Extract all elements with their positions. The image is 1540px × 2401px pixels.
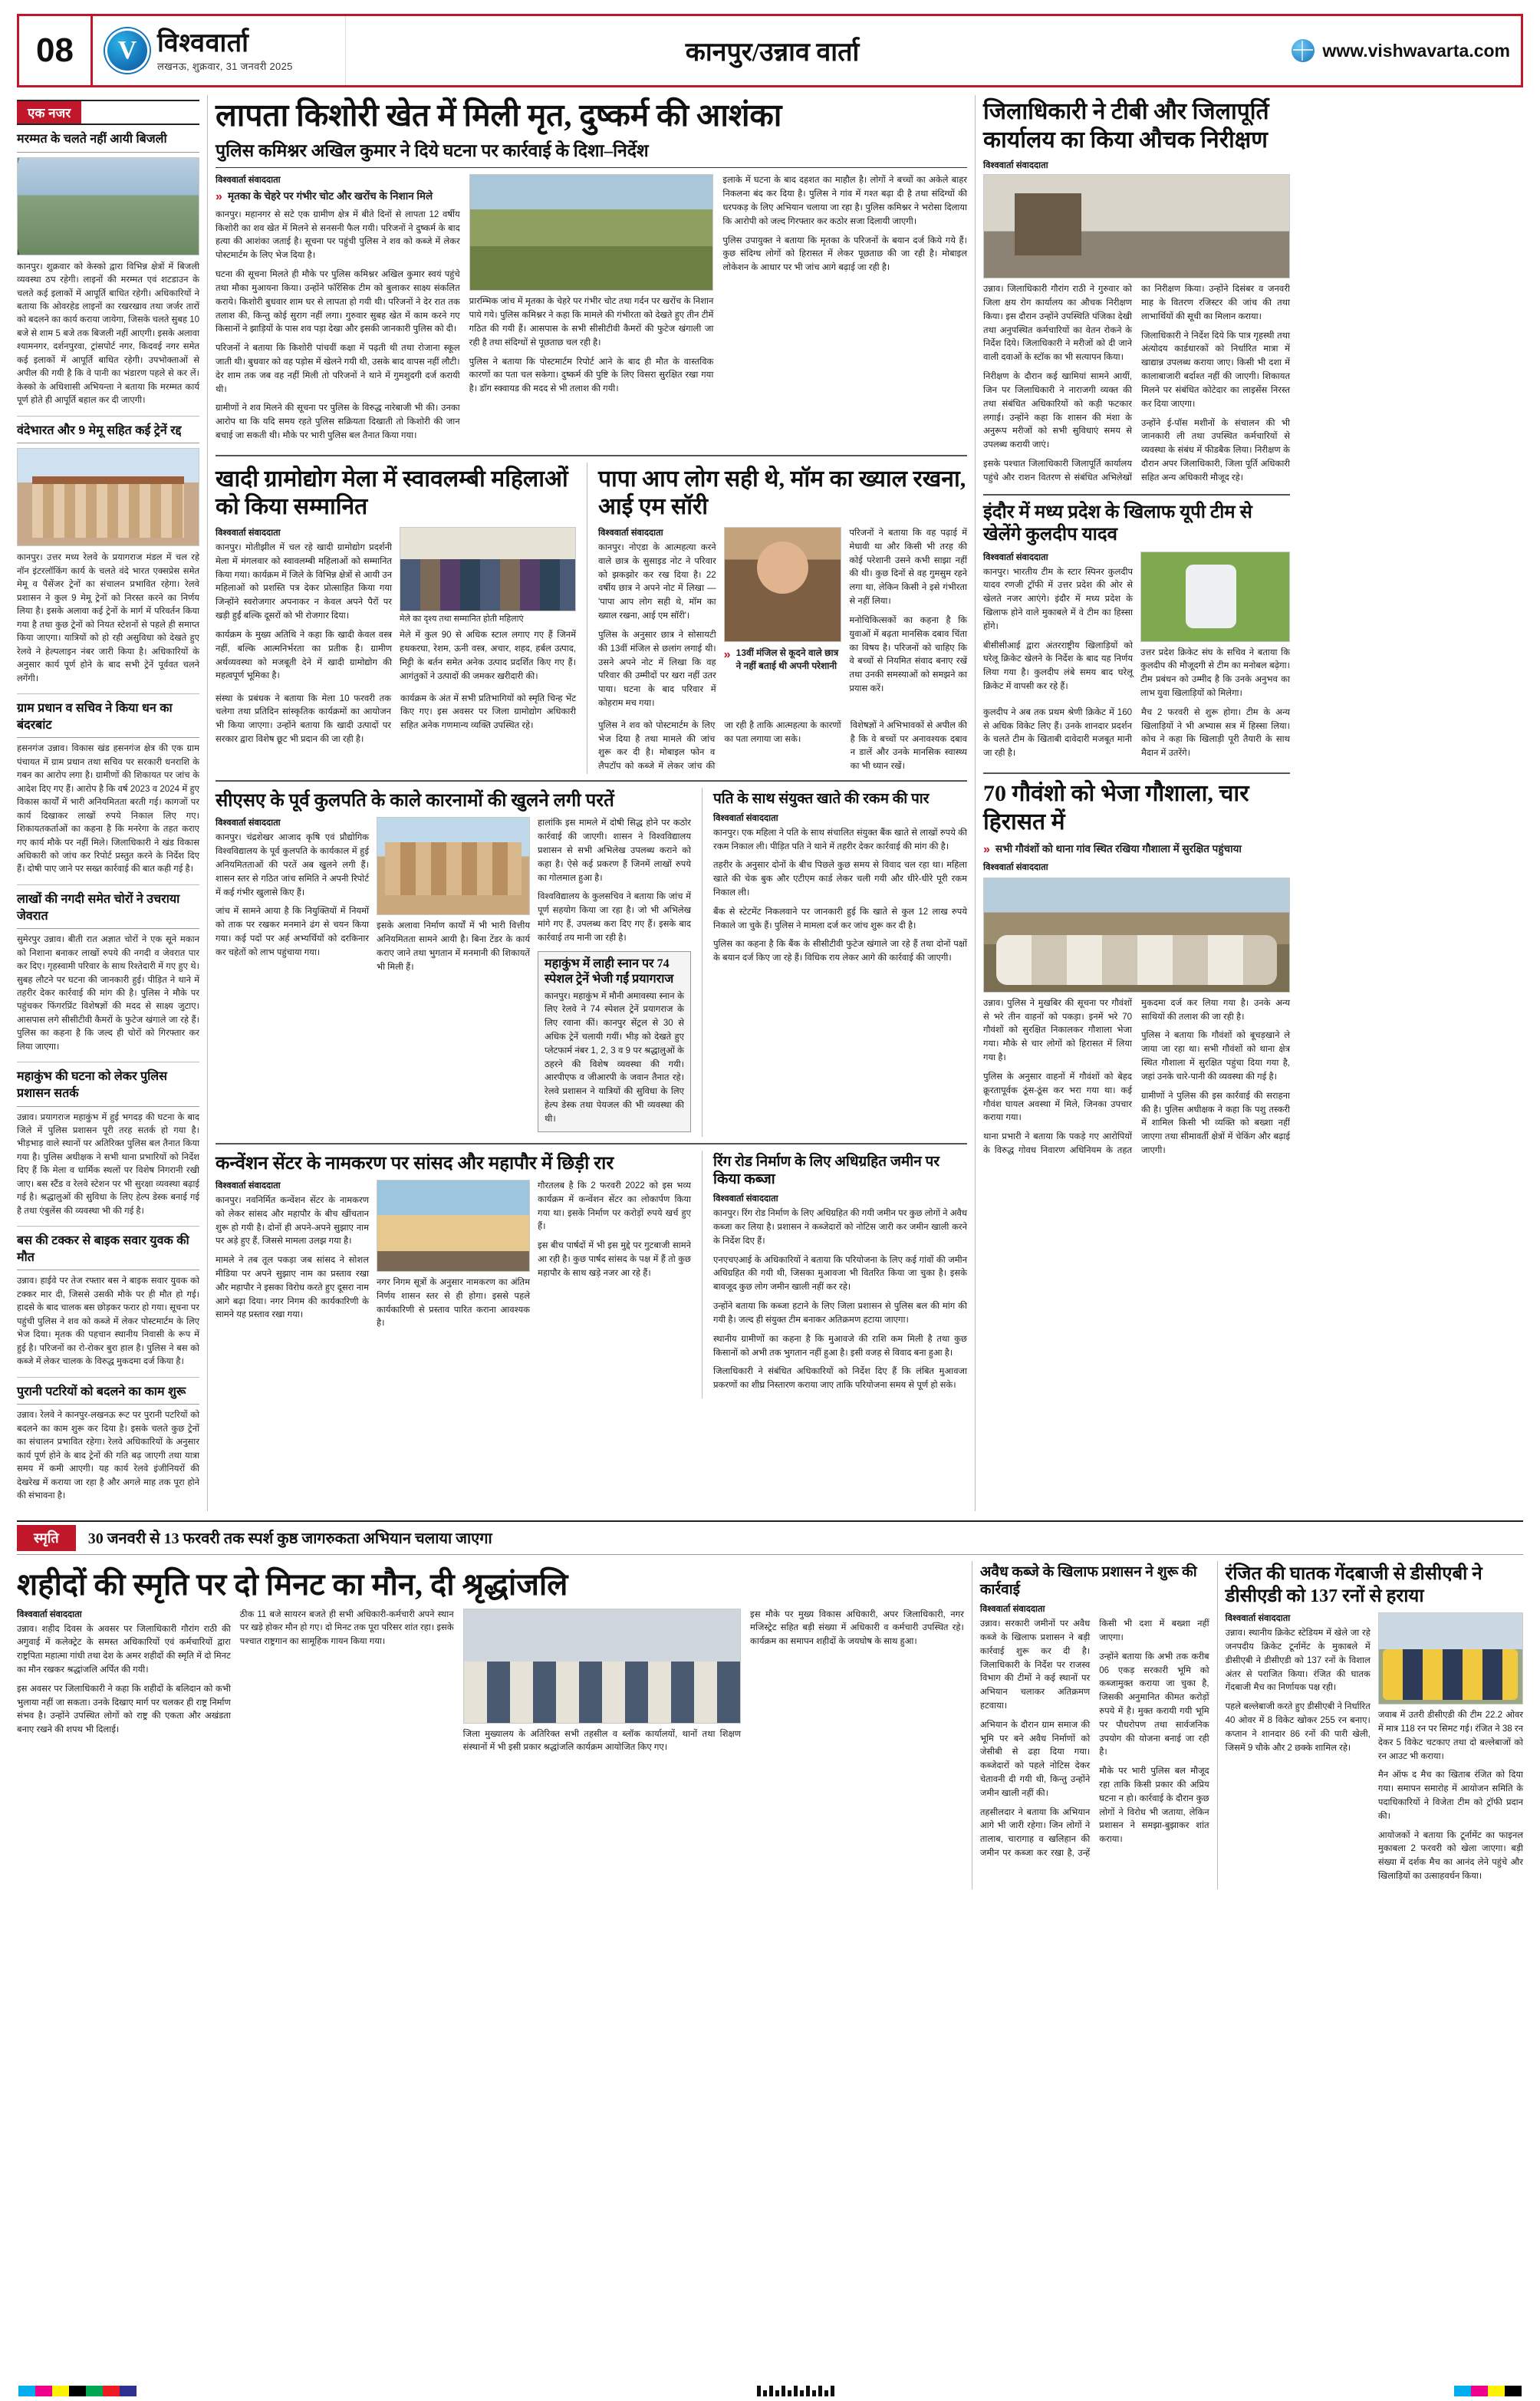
paragraph: कानपुर। नोएडा के आत्महत्या करने वाले छात्र के सुसाइड नोट ने परिवार को झकझोर कर रख दिया है। 22 वर्षीय छात्र ने अपने नोट में लिखा — 'पापा आप लोग सही थे, मॉम का ख्याल रखना, आई एम सॉरी'। bbox=[598, 543, 716, 621]
csa-university-photo bbox=[377, 817, 530, 915]
khadi-story bbox=[216, 463, 576, 774]
paragraph: जिला मुख्यालय के अतिरिक्त सभी तहसील व ब्लॉक कार्यालयों, थानों तथा शिक्षण संस्थानों में भी इसी प्रकार श्रद्धांजलि कार्यक्रम आयोजित किए गए। bbox=[462, 1729, 742, 1753]
paragraph: पुलिस ने बताया कि पोस्टमार्टम रिपोर्ट आने के बाद ही मौत के वास्तविक कारणों का पता चल सकेगा। दुष्कर्म की पुष्टि के लिए विसरा सुरक्षित रखा गया है। डॉग स्क्वायड की मदद से भी तलाश की गयी। bbox=[469, 357, 714, 394]
convention-body-c bbox=[538, 1180, 691, 1281]
paragraph: इस अवसर पर जिलाधिकारी ने कहा कि शहीदों के बलिदान को कभी भुलाया नहीं जा सकता। उनके दिखाए मार्ग पर चलकर ही राष्ट्र निर्माण संभव है। उन्होंने उपस्थित लोगों को राष्ट्र की एकता और अखंडता बनाए रखने की शपथ भी दिलाई। bbox=[17, 1684, 231, 1735]
one-look-tag: एक नजर bbox=[17, 101, 81, 124]
brief-item bbox=[17, 891, 199, 1054]
dm-inspection-headline: जिलाधिकारी ने टीबी और जिलापूर्ति कार्यालय का किया औचक निरीक्षण bbox=[983, 99, 1269, 153]
lead-body-col2 bbox=[469, 295, 714, 397]
brief-item bbox=[17, 1069, 199, 1218]
byline: विश्ववार्ता संवाददाता bbox=[598, 529, 663, 538]
edition-date: लखनऊ, शुक्रवार, 31 जनवरी 2025 bbox=[157, 60, 293, 72]
third-row bbox=[216, 788, 967, 1137]
indore-cricket-story bbox=[983, 502, 1290, 766]
print-registration-marks bbox=[0, 2384, 1540, 2398]
paragraph: जिलाधिकारी ने संबंधित अधिकारियों को निर्देश दिए हैं कि लंबित मुआवजा प्रकरणों का शीघ्र निस्तारण कराया जाए ताकि परियोजना समय से पूर्ण हो सके। bbox=[713, 1367, 967, 1391]
csa-body-a bbox=[216, 832, 369, 960]
ring-road-headline: रिंग रोड निर्माण के लिए अधिग्रहित जमीन पर किया कब्जा bbox=[713, 1153, 940, 1188]
paragraph: घटना की सूचना मिलते ही मौके पर पुलिस कमिश्नर अखिल कुमार स्वयं पहुंचे तथा मौका मुआयना किया। उन्होंने फॉरेंसिक टीम को बुलाकर साक्ष्य संकलित कराये। किशोरी बुधवार शाम घर से लापता हो गयी थी। परिजनों ने देर रात तक तलाश की, किन्तु कोई सुराग नहीं लगा। गुरुवार सुबह खेत में काम करने गए किसानों ने झाड़ियों के पास शव पड़ा देखा और इसकी जानकारी पुलिस को दी। bbox=[216, 270, 460, 334]
paragraph: कानपुर। रिंग रोड निर्माण के लिए अधिग्रहित की गयी जमीन पर कुछ लोगों ने अवैध कब्जा कर लिया है। प्रशासन ने कब्जेदारों को नोटिस जारी कर जमीन खाली करने के निर्देश दिए हैं। bbox=[713, 1209, 967, 1246]
brief-body: सुमेरपुर उन्नाव। बीती रात अज्ञात चोरों ने एक सूने मकान को निशाना बनाकर लाखों रुपये की नगदी व जेवरात पार कर दिए। गृहस्वामी परिवार के साथ रिश्तेदारी में गए हुए थे। सुबह लौटने पर घटना की जानकारी हुई। पीड़ित ने थाने में तहरीर देकर कार्रवाई की मांग की है। पुलिस ने मौके पर पहुंचकर फिंगरप्रिंट विशेषज्ञों की मदद से साक्ष्य जुटाए। आसपास लगे सीसीटीवी कैमरों के फुटेज खंगाले जा रहे हैं। पुलिस का कहना है कि जल्द ही चोरों को गिरफ्तार कर लिया जाएगा। bbox=[17, 935, 199, 1052]
paragraph: कानपुर। मोतीझील में चल रहे खादी ग्रामोद्योग प्रदर्शनी मेला में मंगलवार को स्वावलम्बी महिलाओं को सम्मानित किया गया। कार्यक्रम में जिले के विभिन्न क्षेत्रों से आयी उन महिलाओं को प्रशस्ति पत्र देकर प्रोत्साहित किया गया जिन्होंने स्वरोजगार अपनाकर न केवल अपने पैरों पर खड़ी हुईं बल्कि दूसरों को भी रोजगार दिया। bbox=[216, 543, 392, 621]
khadi-body-c bbox=[216, 693, 576, 747]
paragraph: हालांकि इस मामले में दोषी सिद्ध होने पर कठोर कार्रवाई की जाएगी। शासन ने विश्वविद्यालय प्रशासन से सभी अभिलेख उपलब्ध कराने को कहा है। ऐसे कई प्रकरण हैं जिनमें लाखों रुपये का गोलमाल हुआ है। bbox=[538, 818, 691, 883]
papa-headline: पापा आप लोग सही थे, मॉम का ख्याल रखना, आई एम सॉरी bbox=[598, 466, 966, 520]
brief-title: ग्राम प्रधान व सचिव ने किया धन का बंदरबांट bbox=[17, 700, 199, 738]
byline: विश्ववार्ता संवाददाता bbox=[983, 161, 1048, 171]
paragraph: तहसीलदार ने बताया कि अभियान आगे भी जारी रहेगा। जिन लोगों ने तालाब, चारागाह व खलिहान की जमीन पर कब्जा कर रखा है, उन्हें किसी भी दशा में बख्शा नहीं जाएगा। bbox=[979, 1619, 1209, 1859]
martyrs-story bbox=[17, 1561, 964, 1889]
cmyk-color-bar-right bbox=[1454, 2386, 1522, 2396]
paragraph: ठीक 11 बजे सायरन बजते ही सभी अधिकारी-कर्मचारी अपने स्थान पर खड़े होकर मौन हो गए। दो मिनट तक पूरा परिसर शांत रहा। इसके पश्चात राष्ट्रगान का सामूहिक गायन किया गया। bbox=[239, 1609, 454, 1647]
byline: विश्ववार्ता संवाददाता bbox=[216, 818, 281, 828]
paragraph: पुलिस ने बताया कि गौवंशों को बूचड़खाने ले जाया जा रहा था। सभी गौवंशों को थाना क्षेत्र स्थित गौशाला में सुरक्षित पहुंचा दिया गया है, जहां उनके चारे-पानी की व्यवस्था की गई है। bbox=[1141, 1031, 1290, 1082]
brief-body: हसनगंज उन्नाव। विकास खंड हसनगंज क्षेत्र की एक ग्राम पंचायत में ग्राम प्रधान तथा सचिव पर सरकारी धनराशि के गबन का आरोप लगा है। ग्रामीणों की शिकायत पर जांच के आदेश दिए गए हैं। आरोप है कि वर्ष 2023 व 2024 में हुए विकास कार्यों में भारी अनियमितता बरती गई। कागजों पर कार्य दिखाकर लाखों रुपये निकाल लिए गए। शिकायतकर्ताओं का कहना है कि मनरेगा के तहत कराए गए कार्य मौके पर नहीं मिले। जिलाधिकारी ने खंड विकास अधिकारी को जांच कर रिपोर्ट प्रस्तुत करने के निर्देश दिए हैं। दोषी पाए जाने पर सख्त कार्रवाई की बात कही गई है। bbox=[17, 744, 199, 874]
silence-ceremony-photo bbox=[463, 1609, 741, 1724]
railway-station-photo bbox=[17, 448, 199, 546]
convention-story bbox=[216, 1151, 691, 1398]
indore-cricket-body-c bbox=[983, 706, 1290, 766]
paragraph: गौरतलब है कि 2 फरवरी 2022 को इस भव्य कार्यक्रम में कन्वेंशन सेंटर का लोकार्पण किया गया था। इसके निर्माण पर करोड़ों रुपये खर्च हुए हैं। bbox=[538, 1181, 691, 1232]
paragraph: उन्नाव। स्थानीय क्रिकेट स्टेडियम में खेले जा रहे जनपदीय क्रिकेट टूर्नामेंट के मुकाबले में डीसीएबी ने डीसीएडी को 137 रनों के विशाल अंतर से पराजित किया। रंजित की घातक गेंदबाजी मैच का निर्णायक पक्ष रही। bbox=[1225, 1629, 1371, 1693]
website-url[interactable]: www.vishwavarta.com bbox=[1322, 40, 1510, 61]
paragraph: कुलदीप ने अब तक प्रथम श्रेणी क्रिकेट में 160 से अधिक विकेट लिए हैं। उनके शानदार प्रदर्शन के चलते टीम के खिताबी दावेदारी मजबूत मानी जा रही है। bbox=[983, 707, 1132, 759]
second-row bbox=[216, 463, 967, 774]
brief-title: मरम्मत के चलते नहीं आयी बिजली bbox=[17, 131, 199, 153]
gaushala-bullet: » सभी गौवंशों को थाना गांव स्थित रखिया गौशाला में सुरक्षित पहुंचाया bbox=[983, 842, 1290, 857]
papa-body-c bbox=[598, 720, 967, 774]
paragraph: उन्नाव। शहीद दिवस के अवसर पर जिलाधिकारी गौरांग राठी की अगुवाई में कलेक्ट्रेट के समस्त अधिकारियों एवं कर्मचारियों द्वारा राष्ट्रपिता महात्मा गांधी तथा देश के अमर शहीदों की स्मृति में दो मिनट का मौन रखकर श्रद्धांजलि अर्पित की गयी। bbox=[17, 1624, 231, 1675]
ring-road-body bbox=[713, 1207, 967, 1393]
paragraph: इसके अलावा निर्माण कार्यों में भी भारी वित्तीय अनियमितता सामने आयी है। बिना टेंडर के कार्य कराए जाने तथा भुगतान में मनमानी की शिकायतें भी मिली हैं। bbox=[377, 921, 530, 972]
paragraph: उन्नाव। पुलिस ने मुखबिर की सूचना पर गौवंशों से भरे तीन वाहनों को पकड़ा। इनमें भरे 70 गौवंशों को सुरक्षित निकालकर गौशाला भेजा गया। मौके से चार लोगों को हिरासत में लिया गया है। bbox=[983, 998, 1132, 1063]
paragraph: उन्होंने बताया कि अभी तक करीब 06 एकड़ सरकारी भूमि को कब्जामुक्त कराया जा चुका है, जिसकी अनुमानित कीमत करोड़ों रुपये में है। मुक्त करायी गयी भूमि पर पौधरोपण तथा सार्वजनिक उपयोग की योजना बनाई जा रही है। bbox=[1099, 1652, 1209, 1757]
paragraph: जिलाधिकारी ने निर्देश दिये कि पात्र गृहस्थी तथा अंत्योदय कार्डधारकों को निर्धारित मात्रा में खाद्यान्न उपलब्ध कराया जाए। किसी भी दशा में कालाबाजारी बर्दाश्त नहीं की जाएगी। शिकायत मिलने पर संबंधित कोटेदार का लाइसेंस निरस्त कर दिया जाएगा। bbox=[1141, 331, 1290, 409]
paragraph: जवाब में उतरी डीसीएडी की टीम 22.2 ओवर में मात्र 118 रन पर सिमट गई। रंजित ने 38 रन देकर 5 विकेट चटकाए तथा दो बल्लेबाजों को रन आउट भी कराया। bbox=[1377, 1711, 1524, 1761]
page-number: 08 bbox=[19, 16, 93, 85]
paragraph: अभियान के दौरान ग्राम समाज की भूमि पर बने अवैध निर्माणों को जेसीबी से ढहा दिया गया। कब्जेदारों को पहले नोटिस देकर चेतावनी दी गयी थी, किन्तु उन्होंने जमीन खाली नहीं की। bbox=[979, 1720, 1091, 1798]
paragraph: उन्होंने बताया कि कब्जा हटाने के लिए जिला प्रशासन से पुलिस बल की मांग की गयी है। जल्द ही संयुक्त टीम बनाकर अतिक्रमण हटाया जाएगा। bbox=[713, 1302, 967, 1325]
paragraph: परिजनों ने बताया कि किशोरी पांचवीं कक्षा में पढ़ती थी तथा रोजाना स्कूल जाती थी। बुधवार को वह पड़ोस में खेलने गयी थी, उसके बाद वापस नहीं लौटी। देर शाम तक जब वह नहीं मिली तो परिजनों ने थाने में गुमशुदगी दर्ज करायी थी। bbox=[216, 344, 460, 394]
byline: विश्ववार्ता संवाददाता bbox=[983, 862, 1048, 872]
leprosy-body bbox=[980, 1618, 1209, 1861]
indore-cricket-headline: इंदौर में मध्य प्रदेश के खिलाफ यूपी टीम से खेलेंगे कुलदीप यादव bbox=[983, 502, 1252, 545]
brief-item bbox=[17, 131, 199, 408]
paragraph: प्रारम्भिक जांच में मृतका के चेहरे पर गंभीर चोट तथा गर्दन पर खरोंच के निशान पाये गये। पुलिस कमिश्नर ने कहा कि मामले की गंभीरता को देखते हुए तीन टीमें गठित की गयी हैं। आसपास के सभी सीसीटीवी कैमरों की फुटेज खंगाली जा रही है तथा संदिग्धों से पूछताछ चल रही है। bbox=[469, 297, 714, 347]
paragraph: कार्यक्रम के अंत में सभी प्रतिभागियों को स्मृति चिन्ह भेंट किए गए। इस अवसर पर जिला ग्रामोद्योग अधिकारी सहित अनेक गणमान्य व्यक्ति उपस्थित रहे। bbox=[400, 693, 576, 731]
khadi-body-b bbox=[400, 629, 576, 683]
photo-caption: मेले का दृश्य तथा सम्मानित होती महिलाएं bbox=[400, 614, 524, 624]
cricketer-bowling-photo bbox=[1140, 552, 1290, 642]
paragraph: कार्यक्रम के मुख्य अतिथि ने कहा कि खादी केवल वस्त्र नहीं, बल्कि आत्मनिर्भरता का प्रतीक है। ग्रामीण अर्थव्यवस्था को मजबूती देने में खादी ग्रामोद्योग की महत्वपूर्ण भूमिका है। bbox=[216, 630, 392, 681]
top-band bbox=[17, 95, 1523, 1511]
csa-story bbox=[216, 788, 691, 1137]
gaushala-story bbox=[983, 780, 1290, 1161]
publication-logo bbox=[93, 16, 346, 85]
paragraph: नगर निगम सूत्रों के अनुसार नामकरण का अंतिम निर्णय शासन स्तर से ही होगा। इससे पहले कार्यकारिणी से प्रस्ताव पारित कराना आवश्यक है। bbox=[377, 1277, 530, 1329]
paragraph: उन्होंने ई-पॉस मशीनों के संचालन की भी जानकारी ली तथा उपस्थित कर्मचारियों से व्यवस्था के संबंध में फीडबैक लिया। निरीक्षण के दौरान अपर जिलाधिकारी, जिला पूर्ति अधिकारी सहित अन्य अधिकारी मौजूद रहे। bbox=[1141, 418, 1290, 483]
mahakumbh-box-body: कानपुर। महाकुंभ में मौनी अमावस्या स्नान के लिए रेलवे ने 74 स्पेशल ट्रेनें प्रयागराज के लिए रवाना कीं। कानपुर सेंट्रल से 30 से अधिक ट्रेनें चलायी गयीं। भीड़ को देखते हुए प्लेटफार्म नंबर 1, 2, 3 व 9 पर श्रद्धालुओं के ठहरने की विशेष व्यवस्था की गयी। आरपीएफ व जीआरपी के जवान तैनात रहे। रेलवे प्रशासन ने यात्रियों की सुविधा के लिए हेल्प डेस्क तथा पेयजल की भी व्यवस्था की थी। bbox=[545, 991, 684, 1124]
ring-road-story bbox=[713, 1151, 967, 1398]
fourth-row bbox=[216, 1151, 967, 1398]
paragraph: पुलिस उपायुक्त ने बताया कि मृतका के परिजनों के बयान दर्ज किये गये हैं। कुछ संदिग्ध लोगों को हिरासत में लेकर पूछताछ की जा रही है। मोबाइल लोकेशन के आधार पर भी जांच आगे बढ़ाई जा रही है। bbox=[722, 235, 968, 273]
byline: विश्ववार्ता संवाददाता bbox=[983, 552, 1048, 562]
paragraph: इस बीच पार्षदों में भी इस मुद्दे पर गुटबाजी सामने आ रही है। कुछ पार्षद सांसद के पक्ष में हैं तो कुछ महापौर के साथ खड़े नजर आ रहे हैं। bbox=[538, 1241, 691, 1278]
bottom-band bbox=[17, 1561, 1523, 1889]
local-cricket-team-photo bbox=[1378, 1612, 1523, 1704]
joint-account-body bbox=[713, 827, 967, 966]
paragraph: पुलिस ने शव को पोस्टमार्टम के लिए भेज दिया है तथा मामले की जांच शुरू कर दी है। मोबाइल फोन व लैपटॉप को कब्जे में लेकर जांच की जा रही है ताकि आत्महत्या के कारणों का पता लगाया जा सके। bbox=[598, 720, 841, 772]
paragraph: पहले बल्लेबाजी करते हुए डीसीएबी ने निर्धारित 40 ओवर में 8 विकेट खोकर 255 रन बनाए। कप्तान ने शानदार 86 रनों की पारी खेली, जिसमें 9 चौके और 2 छक्के शामिल रहे। bbox=[1225, 1702, 1371, 1753]
paragraph: उत्तर प्रदेश क्रिकेट संघ के सचिव ने बताया कि कुलदीप की मौजूदगी से टीम का मनोबल बढ़ेगा। टीम प्रबंधन को उम्मीद है कि उनके अनुभव का लाभ युवा खिलाड़ियों को मिलेगा। bbox=[1140, 647, 1290, 699]
convention-body-a bbox=[216, 1194, 369, 1322]
csa-body-b bbox=[377, 920, 530, 974]
martyrs-body-b bbox=[240, 1609, 454, 1649]
brief-item bbox=[17, 423, 199, 686]
brief-body: उन्नाव। प्रयागराज महाकुंभ में हुई भगदड़ की घटना के बाद जिले में पुलिस प्रशासन पूरी तरह सतर्क हो गया है। भीड़भाड़ वाले स्थानों पर अतिरिक्त पुलिस बल तैनात किया गया है। पुलिस अधीक्षक ने सभी थाना प्रभारियों को निर्देश दिए हैं कि मेला व धार्मिक स्थलों पर विशेष निगरानी रखी जाए। बस स्टैंड व रेलवे स्टेशन पर भी सुरक्षा व्यवस्था बढ़ाई गई है। श्रद्धालुओं की सुविधा के लिए हेल्प डेस्क बनाई गई है तथा एंबुलेंस की व्यवस्था भी की गई है। bbox=[17, 1112, 199, 1216]
martyrs-headline: शहीदों की स्मृति पर दो मिनट का मौन, दी श्रृद्धांजलि bbox=[17, 1566, 568, 1602]
paragraph: विशेषज्ञों ने अभिभावकों से अपील की है कि वे बच्चों पर अनावश्यक दबाव न डालें और उनके मानसिक स्वास्थ्य का भी ध्यान रखें। bbox=[850, 720, 967, 772]
paragraph: संस्था के प्रबंधक ने बताया कि मेला 10 फरवरी तक चलेगा तथा प्रतिदिन सांस्कृतिक कार्यक्रमों का आयोजन भी किया जाएगा। उन्होंने बताया कि खादी उत्पादों पर सरकार द्वारा विशेष छूट भी प्रदान की जा रही है। bbox=[216, 693, 391, 745]
vishwavarta-logo-icon bbox=[105, 28, 150, 73]
paragraph: मेले में कुल 90 से अधिक स्टाल लगाए गए हैं जिनमें हथकरघा, रेशम, ऊनी वस्त्र, अचार, शहद, हर्बल उत्पाद, मिट्टी के बर्तन समेत अनेक उत्पाद प्रदर्शित किए गए हैं। आगंतुकों ने उत्पादों की जमकर खरीदारी की। bbox=[400, 631, 576, 681]
ranjit-cricket-headline: रंजित की घातक गेंदबाजी से डीसीएबी ने डीसीएडी को 137 रनों से हराया bbox=[1225, 1563, 1482, 1606]
paragraph: जांच में सामने आया है कि नियुक्तियों में नियमों को ताक पर रखकर मनमाने ढंग से चयन किया गया। कई पदों पर अर्ह अभ्यर्थियों को दरकिनार कर चहेतों को लाभ पहुंचाया गया। bbox=[216, 907, 369, 957]
byline: विश्ववार्ता संवाददाता bbox=[713, 1194, 778, 1204]
paragraph: कानपुर। भारतीय टीम के स्टार स्पिनर कुलदीप यादव रणजी ट्रॉफी में उत्तर प्रदेश की ओर से खेलते नजर आएंगे। इंदौर में मध्य प्रदेश के खिलाफ होने वाले मुकाबले में वे टीम का हिस्सा होंगे। bbox=[983, 567, 1133, 631]
ranjit-body-b bbox=[1378, 1709, 1523, 1884]
paragraph: ग्रामीणों ने पुलिस की इस कार्रवाई की सराहना की है। पुलिस अधीक्षक ने कहा कि पशु तस्करी में शामिल किसी भी व्यक्ति को बख्शा नहीं जाएगा तथा सीमावर्ती क्षेत्रों में चेकिंग और बढ़ाई जाएगी। bbox=[1141, 1091, 1290, 1155]
paragraph: उन्नाव। जिलाधिकारी गौरांग राठी ने गुरुवार को जिला क्षय रोग कार्यालय का औचक निरीक्षण किया। इस दौरान उन्होंने उपस्थिति पंजिका देखी तथा अनुपस्थित कर्मचारियों का वेतन रोकने के निर्देश दिये। जिलाधिकारी ने मरीजों को दी जाने वाली दवाओं के स्टॉक का भी सत्यापन किया। bbox=[983, 285, 1132, 363]
lead-body-col3 bbox=[722, 174, 967, 275]
paragraph: मैन ऑफ द मैच का खिताब रंजित को दिया गया। समापन समारोह में आयोजन समिति के पदाधिकारियों ने विजेता टीम को ट्रॉफी प्रदान की। bbox=[1377, 1770, 1524, 1821]
paragraph: कानपुर। एक महिला ने पति के साथ संचालित संयुक्त बैंक खाते से लाखों रुपये की रकम निकाल ली। पीड़ित पति ने थाने में तहरीर देकर कार्रवाई की मांग की है। bbox=[713, 828, 967, 851]
joint-account-story bbox=[713, 788, 967, 1137]
joint-account-headline: पति के साथ संयुक्त खाते की रकम की पार bbox=[713, 791, 930, 808]
brief-item bbox=[17, 1384, 199, 1504]
paragraph: मामले ने तब तूल पकड़ा जब सांसद ने सोशल मीडिया पर अपने सुझाए नाम का प्रस्ताव रखा और महापौर ने इसका विरोध करते हुए दूसरा नाम आगे बढ़ा दिया। नगर निगम की कार्यकारिणी के सामने यह प्रस्ताव रखा गया। bbox=[216, 1256, 369, 1320]
papa-story bbox=[598, 463, 967, 774]
gaushala-headline: 70 गौवंशो को भेजा गौशाला, चार हिरासत में bbox=[983, 781, 1249, 835]
registration-bars bbox=[757, 2386, 834, 2396]
leprosy-kicker: अवैध कब्जे के खिलाफ प्रशासन ने शुरू की कार्रवाई bbox=[979, 1563, 1197, 1599]
dm-inspection-story bbox=[983, 98, 1290, 488]
paragraph: निरीक्षण के दौरान कई खामियां सामने आयीं, जिन पर जिलाधिकारी ने नाराजगी व्यक्त की तथा संबंधित अधिकारियों को कड़ी फटकार लगाई। उन्होंने कहा कि शासन की मंशा के अनुरूप मरीजों को सभी सुविधाएं समय से उपलब्ध करायी जाएं। bbox=[983, 372, 1132, 450]
brief-item bbox=[17, 700, 199, 877]
lead-bullet: » मृतका के चेहरे पर गंभीर चोट और खरोंच के निशान मिले bbox=[216, 189, 460, 204]
paragraph: आयोजकों ने बताया कि टूर्नामेंट का फाइनल मुकाबला 2 फरवरी को खेला जाएगा। बड़ी संख्या में दर्शक मैच का आनंद लेने पहुंचे और खिलाड़ियों का उत्साहवर्धन किया। bbox=[1377, 1830, 1524, 1882]
smriti-strip bbox=[17, 1520, 1523, 1555]
paragraph: इस मौके पर मुख्य विकास अधिकारी, अपर जिलाधिकारी, नगर मजिस्ट्रेट सहित बड़ी संख्या में अधिकारी व कर्मचारी उपस्थित रहे। कार्यक्रम का समापन शहीदों के जयघोष के साथ हुआ। bbox=[750, 1609, 964, 1647]
byline: विश्ववार्ता संवाददाता bbox=[216, 529, 281, 538]
paragraph: परिजनों ने बताया कि वह पढ़ाई में मेधावी था और किसी भी तरह की कोई परेशानी उसने कभी साझा नहीं की थी। कुछ दिनों से वह गुमसुम रहने लगा था, लेकिन किसी ने इसे गंभीरता से नहीं लिया। bbox=[849, 529, 968, 607]
lead-story bbox=[216, 97, 967, 449]
gaushala-body bbox=[983, 997, 1290, 1161]
paragraph: इसके पश्चात जिलाधिकारी जिलापूर्ति कार्यालय पहुंचे और राशन वितरण से संबंधित अभिलेखों का निरीक्षण किया। उन्होंने दिसंबर व जनवरी माह के वितरण रजिस्टर की जांच की तथा लाभार्थियों की सूची का मिलान कराया। bbox=[983, 285, 1290, 483]
byline: विश्ववार्ता संवाददाता bbox=[979, 1605, 1045, 1615]
paragraph: उन्नाव। सरकारी जमीनों पर अवैध कब्जे के खिलाफ प्रशासन ने बड़ी कार्रवाई शुरू कर दी है। जिलाधिकारी के निर्देश पर राजस्व विभाग की टीमों ने कई स्थानों पर अभियान चलाकर अतिक्रमण हटवाया। bbox=[979, 1619, 1091, 1711]
brief-body: कानपुर। उत्तर मध्य रेलवे के प्रयागराज मंडल में चल रहे नॉन इंटरलॉकिंग कार्य के चलते वंदे भारत एक्सप्रेस समेत मेमू व पैसेंजर ट्रेनों का संचालन प्रभावित रहेगा। रेलवे प्रशासन ने कुल 9 मेमू ट्रेनों को निरस्त करने का निर्णय लिया है। इसके अलावा कई ट्रेनों के मार्ग में परिवर्तन किया गया है तथा कुछ ट्रेनों को नियत स्टेशनों से पहले ही समाप्त किया जाएगा। यात्रियों को हो रही असुविधा को देखते हुए रेलवे ने हेल्पलाइन नंबर जारी किया है। अधिकारियों के अनुसार कार्य पूर्ण होने के बाद सभी ट्रेनें पूर्ववत चलने लगेंगी। bbox=[17, 553, 199, 683]
lead-subheadline: पुलिस कमिश्नर अखिल कुमार ने दिये घटना पर कार्रवाई के दिशा–निर्देश bbox=[216, 140, 967, 168]
mahakumbh-box bbox=[538, 951, 691, 1132]
brief-title: महाकुंभ की घटना को लेकर पुलिस प्रशासन सतर्क bbox=[17, 1069, 199, 1106]
ranjit-cricket-story bbox=[1226, 1561, 1523, 1889]
byline: विश्ववार्ता संवाददाता bbox=[713, 813, 778, 823]
paragraph: कानपुर। महानगर से सटे एक ग्रामीण क्षेत्र में बीते दिनों से लापता 12 वर्षीय किशोरी का शव खेत में मिलने से सनसनी फैल गयी। परिजनों ने दुष्कर्म के बाद हत्या की आशंका जताई है। सूचना पर पहुंची पुलिस ने शव को कब्जे में लेकर पोस्टमार्टम के लिए भेज दिया है। bbox=[216, 209, 460, 261]
paragraph: कानपुर। नवनिर्मित कन्वेंशन सेंटर के नामकरण को लेकर सांसद और महापौर के बीच खींचतान शुरू हो गयी है। दोनों ही अपने-अपने सुझाए नाम पर अड़े हुए हैं, जिससे मामला उलझ गया है। bbox=[216, 1195, 369, 1247]
globe-icon bbox=[1292, 39, 1315, 62]
byline: विश्ववार्ता संवाददाता bbox=[1225, 1614, 1291, 1624]
leprosy-story bbox=[980, 1561, 1209, 1889]
convention-center-photo bbox=[377, 1180, 530, 1272]
brief-item bbox=[17, 1233, 199, 1368]
byline: विश्ववार्ता संवाददाता bbox=[216, 176, 281, 186]
one-look-header bbox=[17, 100, 199, 125]
crime-scene-photo bbox=[469, 174, 714, 291]
lead-body-col1 bbox=[216, 209, 460, 443]
cattle-rescue-photo bbox=[983, 878, 1290, 993]
ranjit-body-a bbox=[1226, 1627, 1371, 1755]
paragraph: विश्वविद्यालय के कुलसचिव ने बताया कि जांच में पूर्ण सहयोग किया जा रहा है। जो भी अभिलेख मांगे गए हैं, उपलब्ध करा दिए गए हैं। इसके बाद कार्रवाई तय मानी जा रही है। bbox=[538, 892, 691, 943]
paragraph: बीसीसीआई द्वारा अंतरराष्ट्रीय खिलाड़ियों को घरेलू क्रिकेट खेलने के निर्देश के बाद यह निर्णय लिया गया है। कुलदीप लंबे समय बाद घरेलू क्रिकेट में वापसी कर रहे हैं। bbox=[983, 641, 1133, 692]
student-portrait-photo bbox=[724, 527, 842, 642]
publication-title: विश्ववार्ता bbox=[157, 29, 249, 58]
paragraph: पुलिस के अनुसार छात्र ने सोसायटी की 13वीं मंजिल से छलांग लगाई थी। उसने अपने नोट में लिखा कि वह परिवार की उम्मीदों पर खरा नहीं उतर पाया। घटना के बाद परिवार में कोहराम मच गया। bbox=[598, 630, 716, 708]
khadi-body-a bbox=[216, 542, 392, 683]
paragraph: मनोचिकित्सकों का कहना है कि युवाओं में बढ़ता मानसिक दबाव चिंता का विषय है। परिजनों को चाहिए कि वे बच्चों से नियमित संवाद बनाए रखें तथा उनकी समस्याओं को समझने का प्रयास करें। bbox=[849, 615, 968, 693]
paragraph: पुलिस का कहना है कि बैंक के सीसीटीवी फुटेज खंगाले जा रहे हैं तथा दोनों पक्षों के बयान दर्ज किए जा रहे हैं। विधिक राय लेकर आगे की कार्रवाई की जाएगी। bbox=[713, 940, 967, 963]
paragraph: मैच 2 फरवरी से शुरू होगा। टीम के अन्य खिलाड़ियों ने भी अभ्यास सत्र में हिस्सा लिया। कोच ने कहा कि खिलाड़ी पूरी तैयारी के साथ मैदान में उतरेंगे। bbox=[1141, 707, 1290, 759]
martyrs-body-a bbox=[17, 1623, 231, 1738]
papa-body-a bbox=[598, 542, 716, 711]
khadi-felicitation-photo bbox=[400, 527, 576, 611]
byline: विश्ववार्ता संवाददाता bbox=[216, 1181, 281, 1191]
paragraph: एनएचएआई के अधिकारियों ने बताया कि परियोजना के लिए कई गांवों की जमीन अधिग्रहित की गयी थी, जिसका मुआवजा भी वितरित किया जा चुका है। इसके बावजूद कुछ लोग जमीन खाली नहीं कर रहे। bbox=[713, 1255, 967, 1293]
martyrs-body-d bbox=[750, 1609, 964, 1649]
papa-bullet: » 13वीं मंजिल से कूदने वाले छात्र ने नहीं बताई थी अपनी परेशानी bbox=[724, 647, 842, 674]
khadi-headline: खादी ग्रामोद्योग मेला में स्वावलम्बी महिलाओं को किया सम्मानित bbox=[216, 466, 568, 520]
right-column bbox=[983, 95, 1290, 1511]
brief-title: लाखों की नगदी समेत चोरों ने उचराया जेवरात bbox=[17, 891, 199, 929]
brief-title: बस की टक्कर से बाइक सवार युवक की मौत bbox=[17, 1233, 199, 1270]
martyrs-body-c bbox=[463, 1728, 741, 1756]
paragraph: ग्रामीणों ने शव मिलने की सूचना पर पुलिस के विरुद्ध नारेबाजी भी की। उनका आरोप था कि यदि समय रहते पुलिस सक्रियता दिखाती तो किशोरी की जान बचाई जा सकती थी। मौके पर भारी पुलिस बल तैनात किया गया। bbox=[216, 403, 460, 441]
main-column bbox=[216, 95, 967, 1511]
paragraph: पुलिस के अनुसार वाहनों में गौवंशों को बेहद क्रूरतापूर्वक ठूंस-ठूंस कर भरा गया था। कई गौवंश घायल अवस्था में मिले, जिनका उपचार कराया गया। bbox=[983, 1072, 1132, 1123]
brief-body: उन्नाव। रेलवे ने कानपुर-लखनऊ रूट पर पुरानी पटरियों को बदलने का काम शुरू कर दिया है। इसके चलते कुछ ट्रेनों का संचालन प्रभावित रहेगा। रेलवे अधिकारियों के अनुसार कार्य पूर्ण होने के बाद ट्रेनों की गति बढ़ जाएगी तथा यात्रा समय में कमी आएगी। यह कार्य रेलवे इंजीनियरों की देखरेख में कराया जा रहा है और अगले माह तक पूरा होने की संभावना है। bbox=[17, 1411, 199, 1501]
brief-body: कानपुर। शुक्रवार को केस्को द्वारा विभिन्न क्षेत्रों में बिजली व्यवस्था ठप रहेगी। लाइनों की मरम्मत एवं शटडाउन के चलते कई इलाकों में आपूर्ति बाधित रहेगी। अधिकारियों ने बताया कि ओवरहेड लाइनों का रखरखाव तथा जर्जर तारों को बदलने का कार्य कराया जायेगा, जिसके चलते सुबह 10 बजे से शाम 5 बजे तक बिजली नहीं आएगी। इसके अलावा श्यामनगर, दर्शनपुरवा, ट्रांसपोर्ट नगर, किदवई नगर समेत कई इलाकों में आपूर्ति बाधित रहेगी। उपभोक्ताओं से अपील की गयी है कि वे पानी का भंडारण पहले से कर लें। केस्को के अधिशासी अभियन्ता ने बताया कि मरम्मत कार्य पूर्ण होते ही आपूर्ति बहाल कर दी जाएगी। bbox=[17, 262, 199, 406]
byline: विश्ववार्ता संवाददाता bbox=[17, 1609, 82, 1619]
brief-title: वंदेभारत और 9 मेमू सहित कई ट्रेनें रद्द bbox=[17, 423, 199, 444]
indore-cricket-body-b bbox=[1140, 647, 1290, 701]
paragraph: बैंक से स्टेटमेंट निकलवाने पर जानकारी हुई कि खाते से कुल 12 लाख रुपये निकाले जा चुके हैं। पुलिस ने मामला दर्ज कर जांच शुरू कर दी है। bbox=[713, 907, 967, 930]
dm-inspection-photo bbox=[983, 174, 1290, 278]
convention-headline: कन्वेंशन सेंटर के नामकरण पर सांसद और महापौर में छिड़ी रार bbox=[216, 1153, 614, 1174]
smriti-tag: स्मृति bbox=[17, 1525, 76, 1551]
paragraph: कानपुर। चंद्रशेखर आजाद कृषि एवं प्रौद्योगिक विश्वविद्यालय के पूर्व कुलपति के कार्यकाल में हुई अनियमितताओं की परतें अब खुलने लगी हैं। शासन स्तर से गठित जांच समिति ने अपनी रिपोर्ट में कई गंभीर खुलासे किए हैं। bbox=[216, 833, 369, 897]
convention-body-b bbox=[377, 1276, 530, 1331]
mahakumbh-box-title: महाकुंभ में लाही स्नान पर 74 स्पेशल ट्रेनें भेजी गईं प्रयागराज bbox=[545, 957, 674, 986]
indore-cricket-body-a bbox=[983, 566, 1133, 694]
smriti-line: 30 जनवरी से 13 फरवरी तक स्पर्श कुष्ठ जागरुकता अभियान चलाया जाएगा bbox=[87, 1530, 492, 1548]
paragraph: स्थानीय ग्रामीणों का कहना है कि मुआवजे की राशि कम मिली है तथा कुछ किसानों को अभी तक भुगतान नहीं हुआ है। इसी वजह से विवाद बना हुआ है। bbox=[713, 1334, 967, 1358]
paragraph: तहरीर के अनुसार दोनों के बीच पिछले कुछ समय से विवाद चल रहा था। महिला खाते की चेक बुक और एटीएम कार्ड लेकर चली गयी और धीरे-धीरे पूरी रकम निकाल ली। bbox=[713, 861, 967, 898]
cmyk-color-bar bbox=[18, 2386, 137, 2396]
csa-body-c bbox=[538, 817, 691, 945]
paragraph: मौके पर भारी पुलिस बल मौजूद रहा ताकि किसी प्रकार की अप्रिय घटना न हो। कार्रवाई के दौरान कुछ लोगों ने विरोध भी जताया, लेकिन प्रशासन ने समझा-बुझाकर शांत कराया। bbox=[1099, 1767, 1209, 1845]
papa-body-b bbox=[849, 527, 967, 697]
website-block bbox=[1199, 16, 1521, 85]
dm-inspection-body bbox=[983, 283, 1290, 488]
brief-title: पुरानी पटरियों को बदलने का काम शुरू bbox=[17, 1384, 199, 1405]
lead-headline: लापता किशोरी खेत में मिली मृत, दुष्कर्म की आशंका bbox=[216, 97, 782, 133]
one-look-column bbox=[17, 95, 199, 1511]
paragraph: इलाके में घटना के बाद दहशत का माहौल है। लोगों ने बच्चों का अकेले बाहर निकलना बंद कर दिया है। पुलिस ने गांव में गश्त बढ़ा दी है तथा संदिग्धों की धरपकड़ के लिए अभियान चलाया जा रहा है। पुलिस कमिश्नर ने भरोसा दिलाया कि आरोपी को जल्द गिरफ्तार कर कठोर सजा दिलायी जाएगी। bbox=[722, 176, 968, 226]
edition-title: कानपुर/उन्नाव वार्ता bbox=[685, 38, 860, 67]
paragraph: थाना प्रभारी ने बताया कि पकड़े गए आरोपियों के विरुद्ध गोवध निवारण अधिनियम के तहत मुकदमा दर्ज कर लिया गया है। उनके अन्य साथियों की तलाश की जा रही है। bbox=[983, 998, 1290, 1155]
power-line-repair-photo bbox=[17, 157, 199, 255]
brief-body: उन्नाव। हाईवे पर तेज रफ्तार बस ने बाइक सवार युवक को टक्कर मार दी, जिससे उसकी मौके पर ही मौत हो गई। हादसे के बाद चालक बस छोड़कर फरार हो गया। सूचना पर पहुंची पुलिस ने शव को कब्जे में लेकर पोस्टमार्टम के लिए भेज दिया। मृतक की पहचान स्थानीय निवासी के रूप में हुई है। परिजनों का रो-रोकर बुरा हाल है। पुलिस ने बस को कब्जे में लेकर चालक के विरुद्ध मुकदमा दर्ज किया है। bbox=[17, 1276, 199, 1367]
csa-headline: सीएसए के पूर्व कुलपति के काले कारनामों की खुलने लगी परतें bbox=[216, 791, 614, 812]
masthead bbox=[17, 14, 1523, 87]
